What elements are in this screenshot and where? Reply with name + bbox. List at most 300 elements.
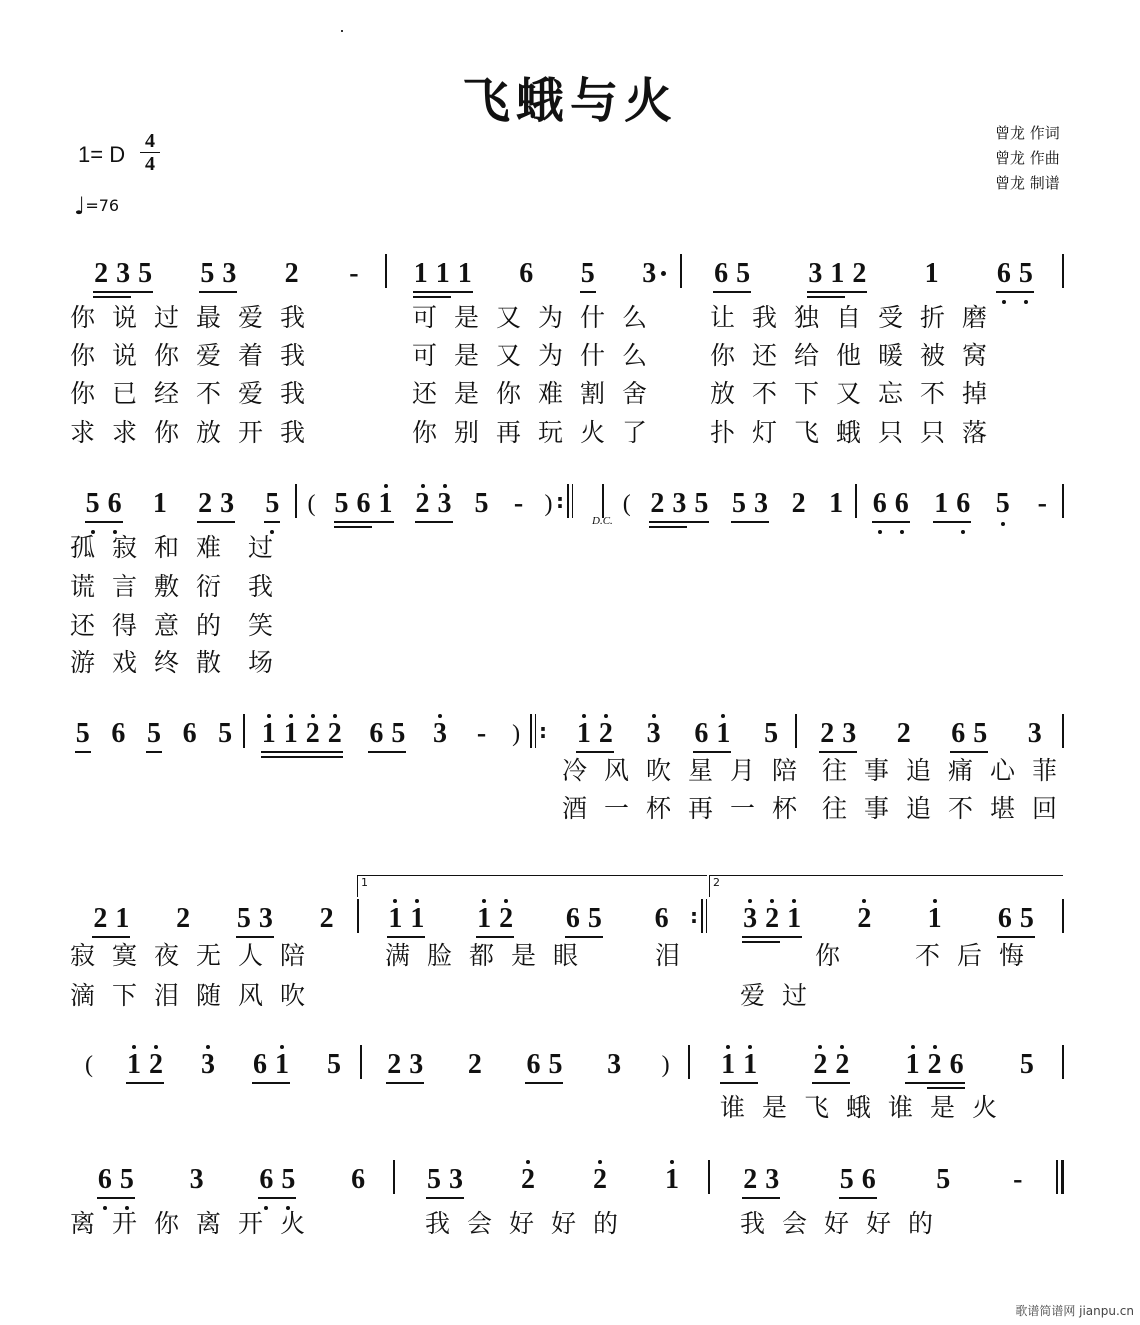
- note: 2: [896, 718, 911, 749]
- note: 5: [936, 1164, 951, 1195]
- note: 6: [369, 718, 384, 749]
- thin-line: [706, 899, 708, 933]
- augmentation-dot: [661, 271, 666, 276]
- beamed-group: [993, 258, 1037, 290]
- lyric-verse-4: 游戏终散: [70, 648, 239, 677]
- note: 2: [319, 903, 334, 934]
- note: 5: [75, 718, 90, 749]
- close-paren: ): [661, 1052, 670, 1078]
- note: 5: [334, 488, 349, 519]
- high-octave-dot: [770, 899, 774, 903]
- low-octave-dot: [1024, 300, 1028, 304]
- underline: [261, 751, 343, 753]
- note: 2: [924, 1049, 946, 1081]
- underline: [996, 291, 1034, 293]
- note: 1: [457, 258, 472, 289]
- note: 3: [429, 718, 451, 750]
- beamed-group: [258, 718, 346, 750]
- note: 1: [661, 1164, 683, 1196]
- beamed-group: [249, 1049, 293, 1081]
- note: 3: [753, 488, 768, 519]
- note: 6: [104, 488, 126, 520]
- underline: [713, 291, 751, 293]
- note: 3: [672, 488, 687, 519]
- note: 2: [94, 258, 109, 289]
- lyric-verse-1: 你说过最爱我: [70, 303, 323, 332]
- note: 5: [1019, 1049, 1034, 1080]
- underline: [742, 941, 780, 943]
- beamed-group: [423, 1164, 467, 1196]
- underline: [334, 521, 394, 523]
- note: 2: [302, 718, 324, 750]
- note: 3: [222, 258, 237, 289]
- underline: [252, 1082, 290, 1084]
- beamed-group: [816, 718, 860, 750]
- beamed-group: [94, 1164, 138, 1196]
- note: 1: [783, 903, 805, 935]
- note: 1: [115, 903, 130, 934]
- lyric-verse-1: 不后悔: [915, 941, 1042, 970]
- note: 2: [791, 488, 806, 519]
- note: 5: [1019, 903, 1034, 934]
- high-octave-dot: [933, 899, 937, 903]
- high-octave-dot: [482, 899, 486, 903]
- note: 3: [197, 1049, 219, 1081]
- underline: [933, 521, 971, 523]
- high-octave-dot: [438, 714, 442, 718]
- note: 5: [474, 488, 489, 519]
- note: 1: [406, 903, 428, 935]
- close-paren: ): [544, 491, 553, 517]
- note: 5: [116, 1164, 138, 1196]
- note: 5: [992, 488, 1014, 520]
- note: 6: [654, 903, 669, 934]
- barline: [357, 899, 359, 933]
- high-octave-dot: [933, 1045, 937, 1049]
- high-octave-dot: [504, 899, 508, 903]
- high-octave-dot: [840, 1045, 844, 1049]
- note: 3: [765, 1164, 780, 1195]
- barline: [795, 714, 797, 748]
- thin-line: [1056, 1160, 1058, 1194]
- note: 3: [643, 718, 665, 750]
- barline: [688, 1045, 690, 1079]
- measure: [70, 250, 385, 290]
- underline: [742, 1197, 780, 1199]
- repeat-dots: :: [690, 904, 698, 928]
- note: 1: [123, 1049, 145, 1081]
- underline: [812, 1082, 850, 1084]
- note: 1: [258, 718, 280, 750]
- lyric-verse-1: 你: [815, 941, 858, 970]
- barline: [243, 714, 245, 748]
- note: 1: [712, 718, 734, 750]
- note: 5: [427, 1164, 441, 1195]
- note: 5: [736, 258, 751, 289]
- repeat-end-barline: [556, 484, 573, 518]
- underline: [97, 1197, 135, 1199]
- note: 5: [587, 903, 602, 934]
- underline: [413, 291, 473, 293]
- underline: [258, 1197, 296, 1199]
- note: 6: [356, 488, 371, 519]
- beamed-group: [261, 488, 283, 520]
- measure: [713, 1156, 1055, 1196]
- underline: [649, 521, 709, 523]
- lyric-verse-4: 扑灯飞蛾只只落: [710, 418, 1005, 447]
- note: 1: [717, 1049, 739, 1081]
- note: 1: [152, 488, 167, 519]
- dash-extension: -: [349, 258, 359, 289]
- low-octave-dot: [961, 530, 965, 534]
- lyric-verse-2: 我: [248, 572, 291, 601]
- beamed-group: [194, 488, 238, 520]
- lyric-verse-3: 笑: [248, 611, 291, 640]
- note: 3: [842, 718, 857, 749]
- note: 5: [764, 718, 779, 749]
- barline: [602, 484, 604, 518]
- note: 1: [924, 903, 946, 935]
- beamed-group: [89, 903, 133, 935]
- underline: [807, 291, 867, 293]
- note: 6: [949, 1049, 964, 1080]
- beamed-group: [930, 488, 974, 520]
- underline: [85, 521, 123, 523]
- measure: [398, 1156, 708, 1196]
- high-octave-dot: [911, 1045, 915, 1049]
- beamed-group: [72, 718, 94, 750]
- note: 2: [761, 903, 783, 935]
- beamed-group: [836, 1164, 880, 1196]
- note: 1: [384, 903, 406, 935]
- note: 6: [861, 1164, 876, 1195]
- note: 6: [182, 718, 197, 749]
- high-octave-dot: [421, 484, 425, 488]
- note: 6: [993, 258, 1015, 290]
- note: 6: [869, 488, 891, 520]
- lyric-verse-4: 求求你放开我: [70, 418, 323, 447]
- lyric-verse-4: 场: [248, 648, 291, 677]
- underline: [368, 751, 406, 753]
- note: 6: [111, 718, 126, 749]
- note: 2: [387, 1049, 402, 1080]
- beamed-group: [646, 488, 712, 520]
- measure: [70, 480, 295, 520]
- repeat-end-barline: [690, 899, 707, 933]
- lyric-verse-1: 泪: [655, 941, 698, 970]
- high-octave-dot: [582, 714, 586, 718]
- note: 2: [809, 1049, 831, 1081]
- lyric-verse-1: 我会好好的: [740, 1209, 951, 1238]
- beamed-group: [573, 718, 617, 750]
- barline: [855, 484, 857, 518]
- note: 5: [548, 1049, 563, 1080]
- underline: [905, 1082, 965, 1084]
- note: 6: [94, 1164, 116, 1196]
- underline: [197, 521, 235, 523]
- beamed-group: [804, 258, 870, 290]
- thin-line: [535, 714, 537, 748]
- beamed-group: [90, 258, 156, 290]
- beamed-group: [947, 718, 991, 750]
- beamed-group: [123, 1049, 167, 1081]
- note: 3: [638, 258, 660, 290]
- beamed-group: [331, 488, 397, 520]
- time-signature-bottom: 4: [140, 152, 160, 175]
- beamed-group: [577, 258, 599, 290]
- note: 1: [829, 488, 844, 519]
- note: 5: [327, 1049, 341, 1080]
- note: 1: [924, 258, 939, 289]
- repeat-dots: :: [556, 489, 564, 513]
- note: 2: [852, 258, 867, 289]
- underline: [426, 1197, 464, 1199]
- note: 3: [808, 258, 823, 289]
- note: 1: [413, 258, 428, 289]
- underline: [261, 756, 343, 758]
- note: 1: [271, 1049, 293, 1081]
- note: 6: [891, 488, 913, 520]
- note: 2: [284, 258, 299, 289]
- volta-2-bracket: 2: [709, 875, 1063, 897]
- note: 6: [952, 488, 974, 520]
- note: 2: [650, 488, 665, 519]
- lyric-verse-1: 谁是飞蛾谁是火: [720, 1093, 1015, 1122]
- beamed-group: [994, 903, 1038, 935]
- underline: [525, 1082, 563, 1084]
- note: 3: [116, 258, 131, 289]
- lyric-verse-1: 让我独自受折磨: [710, 303, 1005, 332]
- note: 5: [694, 488, 709, 519]
- beamed-group: [562, 903, 606, 935]
- barline: [360, 1045, 362, 1079]
- note: 1: [473, 903, 495, 935]
- repeat-start-barline: [530, 714, 547, 748]
- measure: [800, 710, 1062, 750]
- beamed-group: [809, 1049, 853, 1081]
- lyric-verse-1: 往事追痛心菲: [822, 756, 1075, 785]
- measure: [248, 710, 530, 750]
- high-octave-dot: [384, 484, 388, 488]
- barline: [1062, 254, 1064, 288]
- credit-music: 曾龙 作曲: [995, 149, 1060, 167]
- underline: [415, 521, 453, 523]
- note: 5: [218, 718, 233, 749]
- measure: [560, 710, 795, 750]
- high-octave-dot: [598, 1160, 602, 1164]
- beamed-group: [196, 258, 240, 290]
- underline: [731, 521, 769, 523]
- note: 6: [253, 1049, 267, 1080]
- measure: [693, 1041, 1062, 1081]
- note: 5: [839, 1164, 854, 1195]
- barline: [295, 484, 297, 518]
- beamed-group: [365, 718, 409, 750]
- beamed-group: [412, 488, 456, 520]
- song-title: 飞蛾与火: [461, 73, 678, 129]
- note: 2: [743, 1164, 758, 1195]
- key-signature: 1= D: [78, 142, 126, 167]
- note: 1: [902, 1049, 924, 1081]
- low-octave-dot: [1001, 522, 1005, 526]
- underline: [386, 1082, 424, 1084]
- note: 2: [93, 903, 108, 934]
- note: 3: [449, 1164, 463, 1195]
- note: 3: [434, 488, 456, 520]
- stray-dot: [341, 30, 343, 32]
- underline: [93, 291, 153, 293]
- volta-1-bracket: 1: [357, 875, 707, 897]
- underline: [126, 1082, 164, 1084]
- lyric-verse-1: 过: [248, 533, 291, 562]
- measure: [65, 710, 243, 750]
- beamed-group: [717, 1049, 761, 1081]
- underline: [649, 526, 687, 528]
- lyric-verse-1: 我会好好的: [425, 1209, 636, 1238]
- underline: [720, 1082, 758, 1084]
- note: 2: [412, 488, 434, 520]
- lyric-verse-3: 还得意的: [70, 611, 239, 640]
- lyric-verse-3: 你已经不爱我: [70, 379, 323, 408]
- note: 3: [409, 1049, 424, 1080]
- thin-line: [530, 714, 532, 748]
- tempo-marking: [74, 192, 119, 220]
- high-octave-dot: [862, 899, 866, 903]
- measure: [70, 1041, 360, 1081]
- high-octave-dot: [652, 714, 656, 718]
- high-octave-dot: [333, 714, 337, 718]
- low-octave-dot: [878, 530, 882, 534]
- lyric-verse-2: 你还给他暖被窝: [710, 341, 1005, 370]
- note: 2: [831, 1049, 853, 1081]
- thick-line: [1061, 1160, 1064, 1194]
- note: 5: [391, 718, 406, 749]
- beamed-group: [384, 903, 428, 935]
- high-octave-dot: [132, 1045, 136, 1049]
- note: 6: [526, 1049, 541, 1080]
- high-octave-dot: [311, 714, 315, 718]
- note: 2: [176, 903, 191, 934]
- tempo-value: =76: [85, 196, 120, 215]
- underline: [146, 751, 162, 753]
- underline: [264, 521, 280, 523]
- high-octave-dot: [721, 714, 725, 718]
- high-octave-dot: [280, 1045, 284, 1049]
- note: 3: [1027, 718, 1042, 749]
- underline: [742, 936, 802, 938]
- note: 5: [580, 258, 595, 289]
- note: 6: [255, 1164, 277, 1196]
- time-signature-top: 4: [145, 130, 155, 152]
- lyric-verse-1: 孤寂和难: [70, 533, 239, 562]
- lyric-verse-2: 爱过: [740, 981, 825, 1010]
- credit-notation: 曾龙 制谱: [995, 174, 1060, 192]
- high-octave-dot: [818, 1045, 822, 1049]
- barline: [680, 254, 682, 288]
- high-octave-dot: [267, 714, 271, 718]
- lyric-verse-1: 满脸都是眼: [385, 941, 596, 970]
- note: 5: [236, 903, 251, 934]
- credit-lyrics: 曾龙 作词: [995, 124, 1060, 142]
- high-octave-dot: [748, 899, 752, 903]
- measure: [390, 250, 680, 290]
- note: 5: [200, 258, 215, 289]
- note: 5: [82, 488, 104, 520]
- note: 2: [467, 1049, 482, 1080]
- beamed-group: [728, 488, 772, 520]
- high-octave-dot: [604, 714, 608, 718]
- thin-line: [567, 484, 569, 518]
- lyric-verse-1: 可是又为什么: [412, 303, 665, 332]
- beamed-group: [383, 1049, 427, 1081]
- barline: [393, 1160, 395, 1194]
- high-octave-dot: [443, 484, 447, 488]
- beamed-group: [739, 1164, 783, 1196]
- note: 1: [830, 258, 845, 289]
- lyric-verse-4: 你别再玩火了: [412, 418, 665, 447]
- high-octave-dot: [289, 714, 293, 718]
- note: 2: [820, 718, 835, 749]
- high-octave-dot: [526, 1160, 530, 1164]
- dash-extension: -: [1037, 488, 1047, 519]
- dash-extension: -: [513, 488, 524, 519]
- note: 3: [739, 903, 761, 935]
- note: 2: [589, 1164, 611, 1196]
- open-paren: (: [85, 1052, 93, 1078]
- beamed-group: [739, 903, 805, 935]
- lyric-verse-2: 你说你爱着我: [70, 341, 323, 370]
- watermark: 歌谱简谱网 jianpu.cn: [1015, 1304, 1134, 1318]
- beamed-group: [902, 1049, 968, 1081]
- repeat-dots: :: [539, 719, 547, 743]
- measure: [715, 895, 1062, 935]
- lyric-verse-2: 滴下泪随风吹: [70, 981, 323, 1010]
- note: 2: [198, 488, 213, 519]
- note: 2: [495, 903, 517, 935]
- note: 2: [853, 903, 875, 935]
- beamed-group: [473, 903, 517, 935]
- note: 6: [694, 718, 709, 749]
- measure: [70, 1156, 393, 1196]
- note: 6: [565, 903, 580, 934]
- barline: [1062, 714, 1064, 748]
- measure: [300, 480, 560, 520]
- close-paren: ): [512, 721, 521, 747]
- note: 1: [280, 718, 302, 750]
- measure: [365, 1041, 688, 1081]
- lyric-verse-2: 酒一杯再一杯: [562, 794, 815, 823]
- barline: [1062, 899, 1064, 933]
- open-paren: (: [307, 491, 316, 517]
- beamed-group: [82, 488, 126, 520]
- note: 6: [997, 903, 1012, 934]
- beamed-group: [233, 903, 277, 935]
- note: 6: [351, 1164, 366, 1195]
- open-paren: (: [622, 491, 631, 517]
- beamed-group: [255, 1164, 299, 1196]
- note: 5: [277, 1164, 299, 1196]
- measure: [685, 250, 1062, 290]
- thin-line: [572, 484, 574, 518]
- underline: [75, 751, 91, 753]
- underline: [199, 291, 237, 293]
- note: 5: [261, 488, 283, 520]
- lyric-verse-1: 离开你离开火: [70, 1209, 323, 1238]
- barline: [385, 254, 387, 288]
- beamed-group: [410, 258, 476, 290]
- time-signature: [140, 130, 160, 175]
- underline: [334, 526, 372, 528]
